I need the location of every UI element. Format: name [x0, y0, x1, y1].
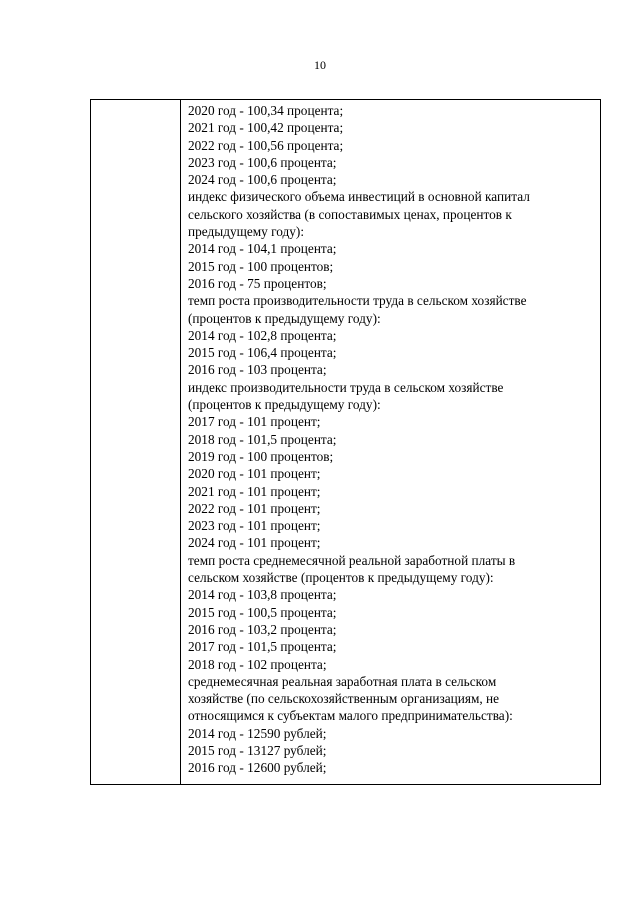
- text-line: 2021 год - 100,42 процента;: [188, 120, 344, 136]
- text-line: 2020 год - 101 процент;: [188, 466, 321, 482]
- text-line: 2022 год - 100,56 процента;: [188, 137, 344, 153]
- text-line: 2016 год - 103 процента;: [188, 362, 327, 378]
- text-line: 2015 год - 100 процентов;: [188, 258, 334, 274]
- text-line: 2014 год - 12590 рублей;: [188, 725, 327, 741]
- text-line: индекс производительности труда в сельском хозяйстве: [188, 379, 504, 395]
- table-left-cell: [91, 100, 181, 784]
- text-line: 2021 год - 101 процент;: [188, 483, 321, 499]
- text-line: темп роста производительности труда в сельском хозяйстве: [188, 293, 527, 309]
- text-line: 2020 год - 100,34 процента;: [188, 103, 344, 118]
- content-table: [90, 99, 601, 785]
- text-line: 2024 год - 101 процент;: [188, 535, 321, 551]
- table-right-cell: [188, 102, 594, 777]
- text-line: 2016 год - 103,2 процента;: [188, 621, 337, 637]
- text-line: 2016 год - 12600 рублей;: [188, 760, 327, 776]
- text-line: 2017 год - 101 процент;: [188, 414, 321, 430]
- text-line: 2014 год - 103,8 процента;: [188, 587, 337, 603]
- text-line: (процентов к предыдущему году):: [188, 310, 381, 326]
- text-line: 2023 год - 101 процент;: [188, 518, 321, 534]
- text-line: сельского хозяйства (в сопоставимых ценах, процентов к: [188, 206, 512, 222]
- text-line: 2018 год - 101,5 процента;: [188, 431, 337, 447]
- text-line: 2015 год - 13127 рублей;: [188, 742, 327, 758]
- text-line: 2024 год - 100,6 процента;: [188, 172, 337, 188]
- text-line: хозяйстве (по сельскохозяйственным организациям, не: [188, 691, 500, 707]
- text-line: темп роста среднемесячной реальной заработной платы в: [188, 552, 516, 568]
- text-line: (процентов к предыдущему году):: [188, 397, 381, 413]
- text-line: 2014 год - 104,1 процента;: [188, 241, 337, 257]
- text-line: 2016 год - 75 процентов;: [188, 275, 327, 291]
- text-line: 2017 год - 101,5 процента;: [188, 639, 337, 655]
- text-line: 2018 год - 102 процента;: [188, 656, 327, 672]
- page-number: 10: [314, 58, 326, 72]
- text-line: среднемесячная реальная заработная плата в сельском: [188, 673, 497, 689]
- text-line: предыдущему году):: [188, 224, 305, 240]
- text-line: 2015 год - 100,5 процента;: [188, 604, 337, 620]
- text-line: 2019 год - 100 процентов;: [188, 448, 334, 464]
- text-line: 2023 год - 100,6 процента;: [188, 154, 337, 170]
- text-line: 2015 год - 106,4 процента;: [188, 345, 337, 361]
- text-line: сельском хозяйстве (процентов к предыдущему году):: [188, 570, 494, 586]
- text-line: индекс физического объема инвестиций в основной капитал: [188, 189, 530, 205]
- text-line: относящимся к субъектам малого предпринимательства):: [188, 708, 513, 724]
- text-line: 2022 год - 101 процент;: [188, 500, 321, 516]
- text-line: 2014 год - 102,8 процента;: [188, 327, 337, 343]
